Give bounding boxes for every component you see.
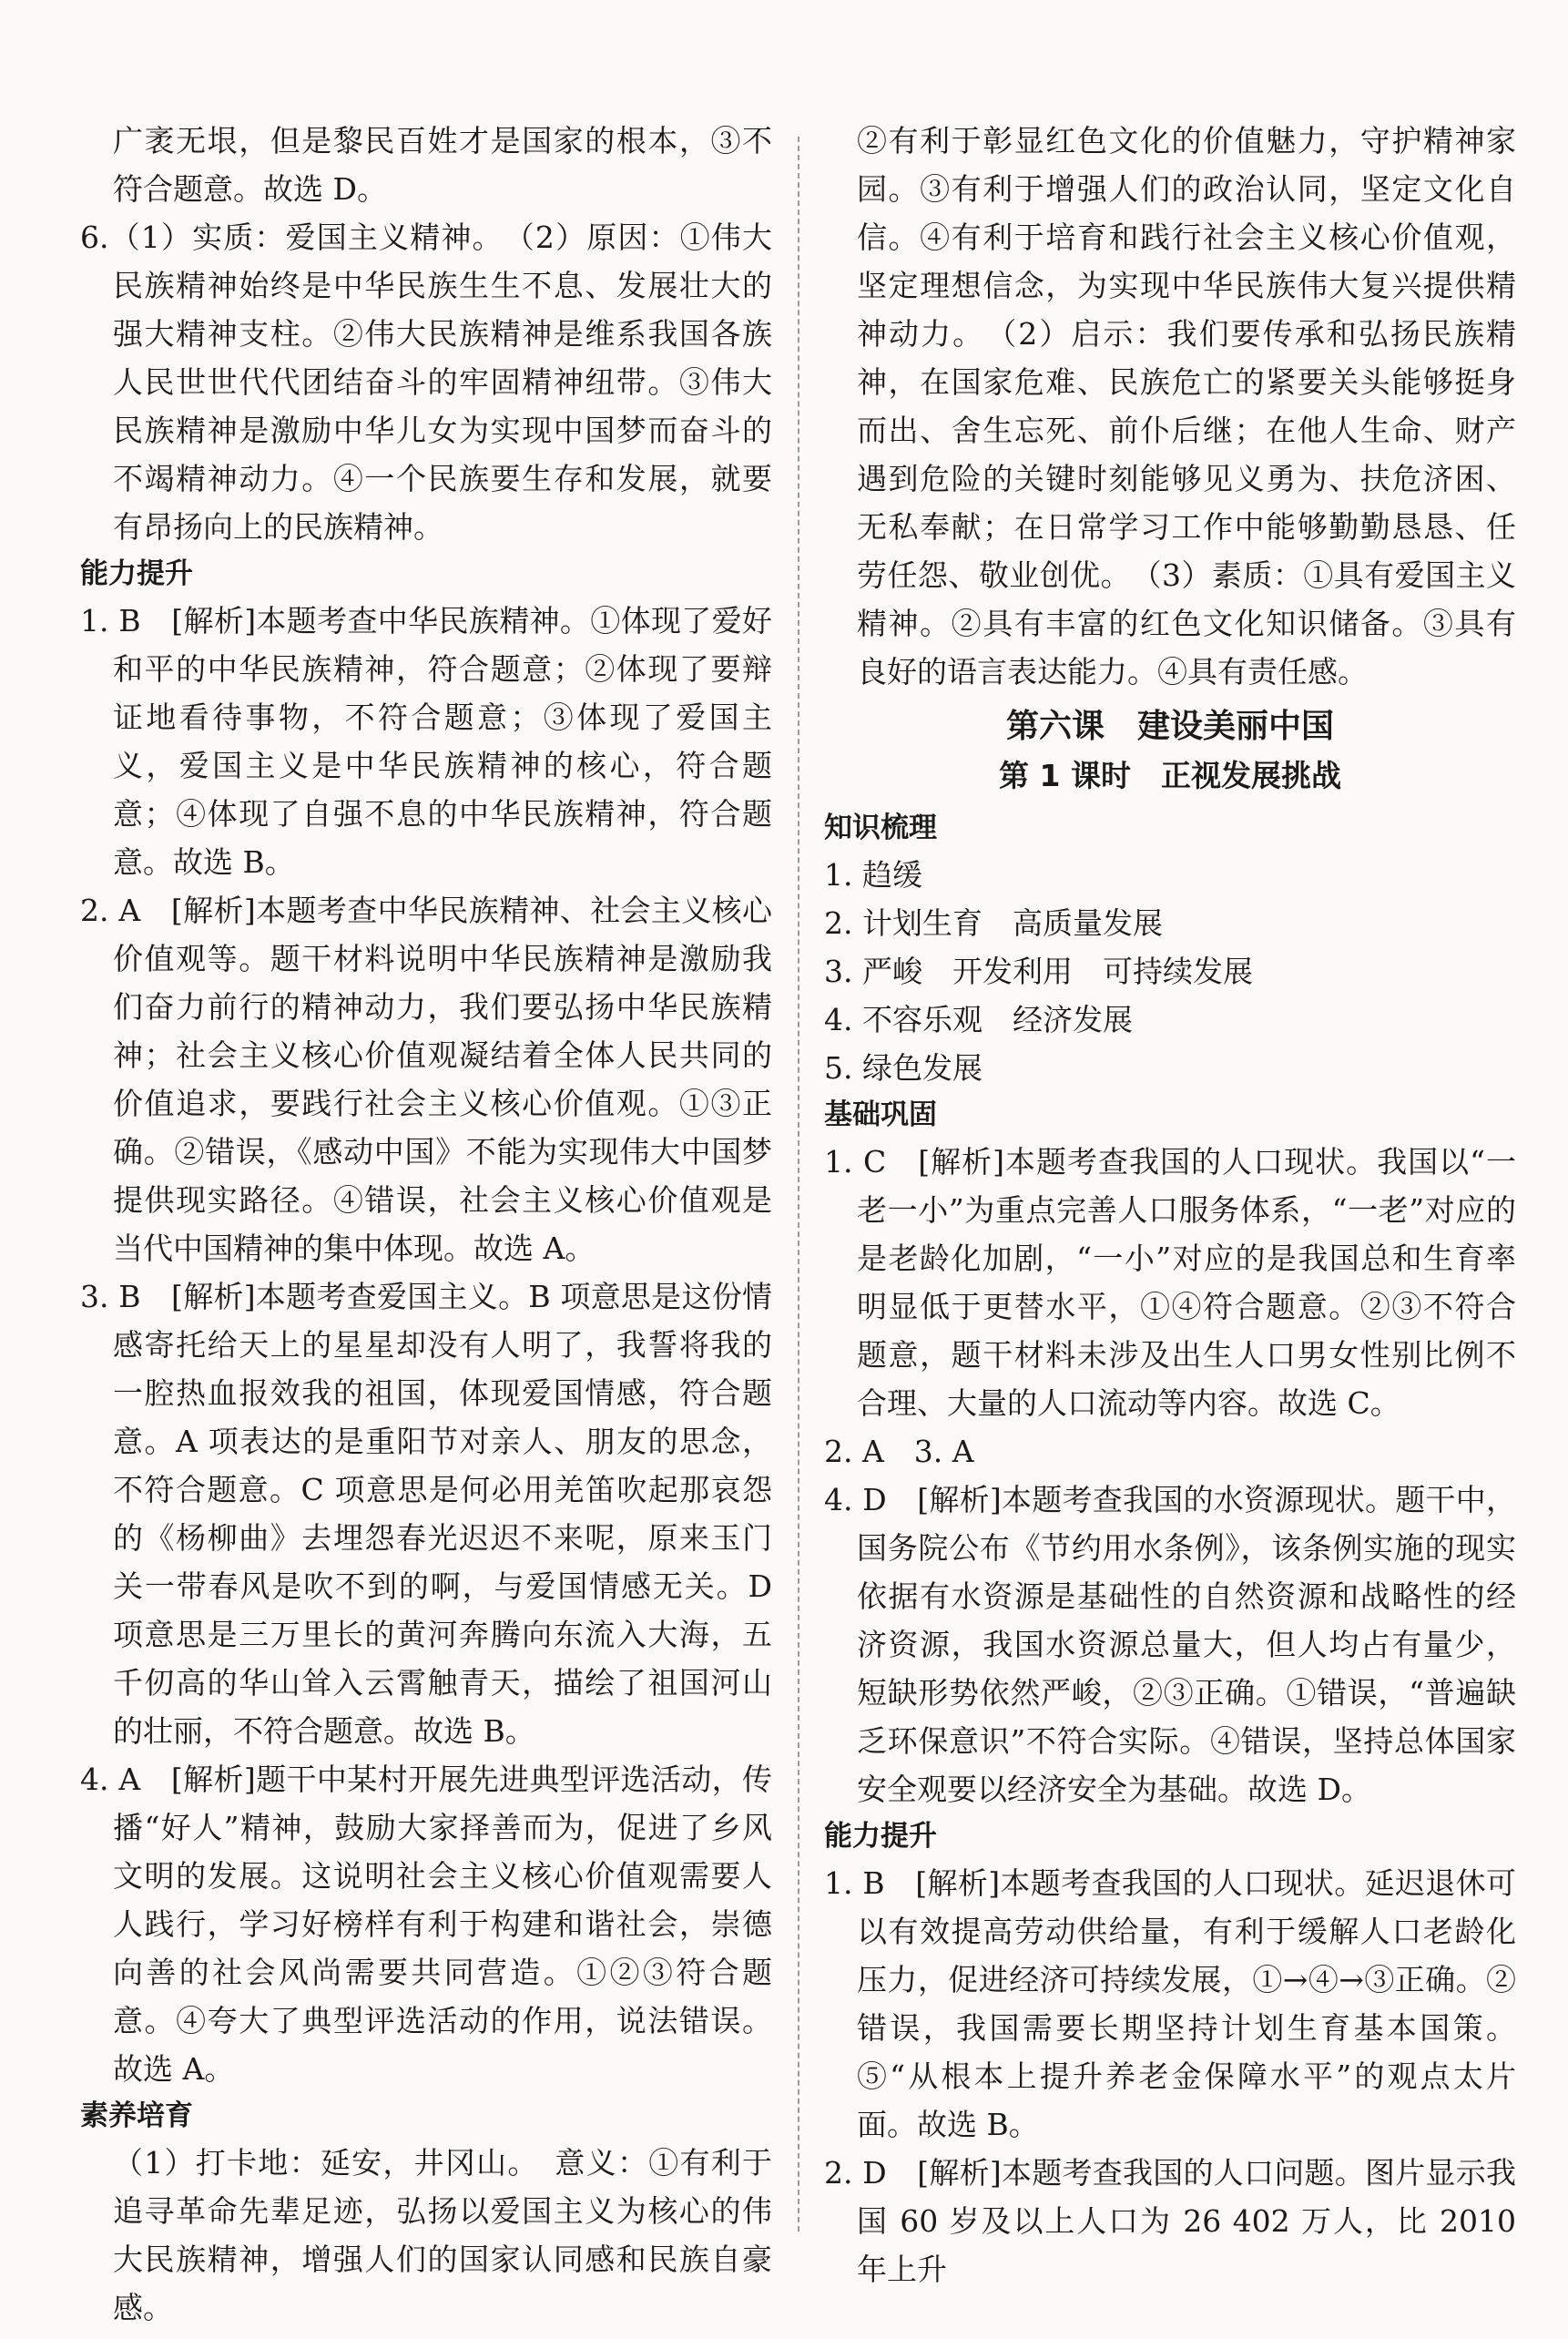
answer-item: 2. 计划生育 高质量发展 [824,905,1163,941]
left-column [80,117,772,2332]
section-heading: 能力提升 [824,1820,937,1853]
answer-item: 1. B [解析]本题考查我国的人口现状。延迟退休可以有效提高劳动供给量，有利于缓解人口老龄化压力，促进经济可持续发展，①→④→③正确。②错误，我国需要长期坚持计划生育基本国策。⑤“从根本上提升养老金保障水平”的观点太片面。故选 B。 [824,1865,1516,2142]
answer-item: 4. 不容乐观 经济发展 [824,1002,1133,1037]
answer-item: 3. 严峻 开发利用 可持续发展 [824,954,1253,989]
answer-item: 2. A 3. A [824,1434,974,1469]
lesson-subtitle: 第 1 课时 正视发展挑战 [999,758,1341,793]
answer-item: 1. B [解析]本题考查中华民族精神。①体现了爱好和平的中华民族精神，符合题意；②体现了要辩证地看待事物，不符合题意；③体现了爱国主义，爱国主义是中华民族精神的核心，符合题意；④体现了自强不息的中华民族精神，符合题意。故选 B。 [80,603,772,880]
section-heading: 素养培育 [80,2099,193,2132]
column-divider [798,137,799,2232]
right-column [824,117,1516,2293]
answer-item: 1. 趋缓 [824,857,922,893]
answer-item: 2. A [解析]本题考查中华民族精神、社会主义核心价值观等。题干材料说明中华民族精神是激励我们奋力前行的精神动力，我们要弘扬中华民族精神；社会主义核心价值观凝结着全体人民共同的价值追求，要践行社会主义核心价值观。①③正确。②错误，《感动中国》不能为实现伟大中国梦提供现实路径。④错误，社会主义核心价值观是当代中国精神的集中体现。故选 A。 [80,893,772,1266]
answer-paragraph: （1）打卡地：延安，井冈山。 意义：①有利于追寻革命先辈足迹，弘扬以爱国主义为核心的伟大民族精神，增强人们的国家认同感和民族自豪感。 [113,2145,772,2325]
answer-item: 6.（1）实质：爱国主义精神。 （2）原因：①伟大民族精神始终是中华民族生生不息、发展壮大的强大精神支柱。②伟大民族精神是维系我国各族人民世世代代团结奋斗的牢固精神纽带。③伟大民族精神是激励中华儿女为实现中国梦而奋斗的不竭精神动力。④一个民族要生存和发展，就要有昂扬向上的民族精神。 [80,220,772,545]
answer-item: 1. C [解析]本题考查我国的人口现状。我国以“一老一小”为重点完善人口服务体系，“一老”对应的是老龄化加剧，“一小”对应的是我国总和生育率明显低于更替水平，①④符合题意。②③不符合题意，题干材料未涉及出生人口男女性别比例不合理、大量的人口流动等内容。故选 C。 [824,1144,1516,1421]
answer-item: 3. B [解析]本题考查爱国主义。B 项意思是这份情感寄托给天上的星星却没有人明了，我誓将我的一腔热血报效我的祖国，体现爱国情感，符合题意。A 项表达的是重阳节对亲人、朋友的思念，不符合题意。C 项意思是何必用羌笛吹起那哀怨的《杨柳曲》去埋怨春光迟迟不来呢，原来玉门关一带春风是吹不到的啊，与爱国情感无关。D 项意思是三万里长的黄河奔腾向东流入大海，五千仞高的华山耸入云霄触青天，描绘了祖国河山的壮丽，不符合题意。故选 B。 [80,1279,772,1749]
section-heading: 基础巩固 [824,1098,937,1131]
answer-item: 5. 绿色发展 [824,1050,983,1086]
section-heading: 能力提升 [80,557,193,590]
answer-paragraph: ②有利于彰显红色文化的价值魅力，守护精神家园。③有利于增强人们的政治认同，坚定文化自信。④有利于培育和践行社会主义核心价值观，坚定理想信念，为实现中华民族伟大复兴提供精神动力。 （2）启示：我们要传承和弘扬民族精神，在国家危难、民族危亡的紧要关头能够挺身而出、舍生忘死、前仆后继；在他人生命、财产遇到危险的关键时刻能够见义勇为、扶危济困、无私奉献；在日常学习工作中能够勤勤恳恳、任劳任怨、敬业创优。 （3）素质：①具有爱国主义精神。②具有丰富的红色文化知识储备。③具有良好的语言表达能力。④具有责任感。 [857,123,1516,689]
answer-item: 4. A [解析]题干中某村开展先进典型评选活动，传播“好人”精神，鼓励大家择善而为，促进了乡风文明的发展。这说明社会主义核心价值观需要人人践行，学习好榜样有利于构建和谐社会，崇德向善的社会风尚需要共同营造。①②③符合题意。④夸大了典型评选活动的作用，说法错误。故选 A。 [80,1762,772,2087]
section-heading: 知识梳理 [824,812,937,844]
answer-item: 4. D [解析]本题考查我国的水资源现状。题干中，国务院公布《节约用水条例》，该条例实施的现实依据有水资源是基础性的自然资源和战略性的经济资源，我国水资源总量大，但人均占有量少，短缺形势依然严峻，②③正确。①错误，“普遍缺乏环保意识”不符合实际。④错误，坚持总体国家安全观要以经济安全为基础。故选 D。 [824,1482,1516,1807]
answer-paragraph: 广袤无垠，但是黎民百姓才是国家的根本，③不符合题意。故选 D。 [113,123,772,207]
answer-item: 2. D [解析]本题考查我国的人口问题。图片显示我国 60 岁及以上人口为 26 402 万人，比 2010 年上升 [824,2155,1516,2287]
lesson-title: 第六课 建设美丽中国 [1005,708,1334,745]
